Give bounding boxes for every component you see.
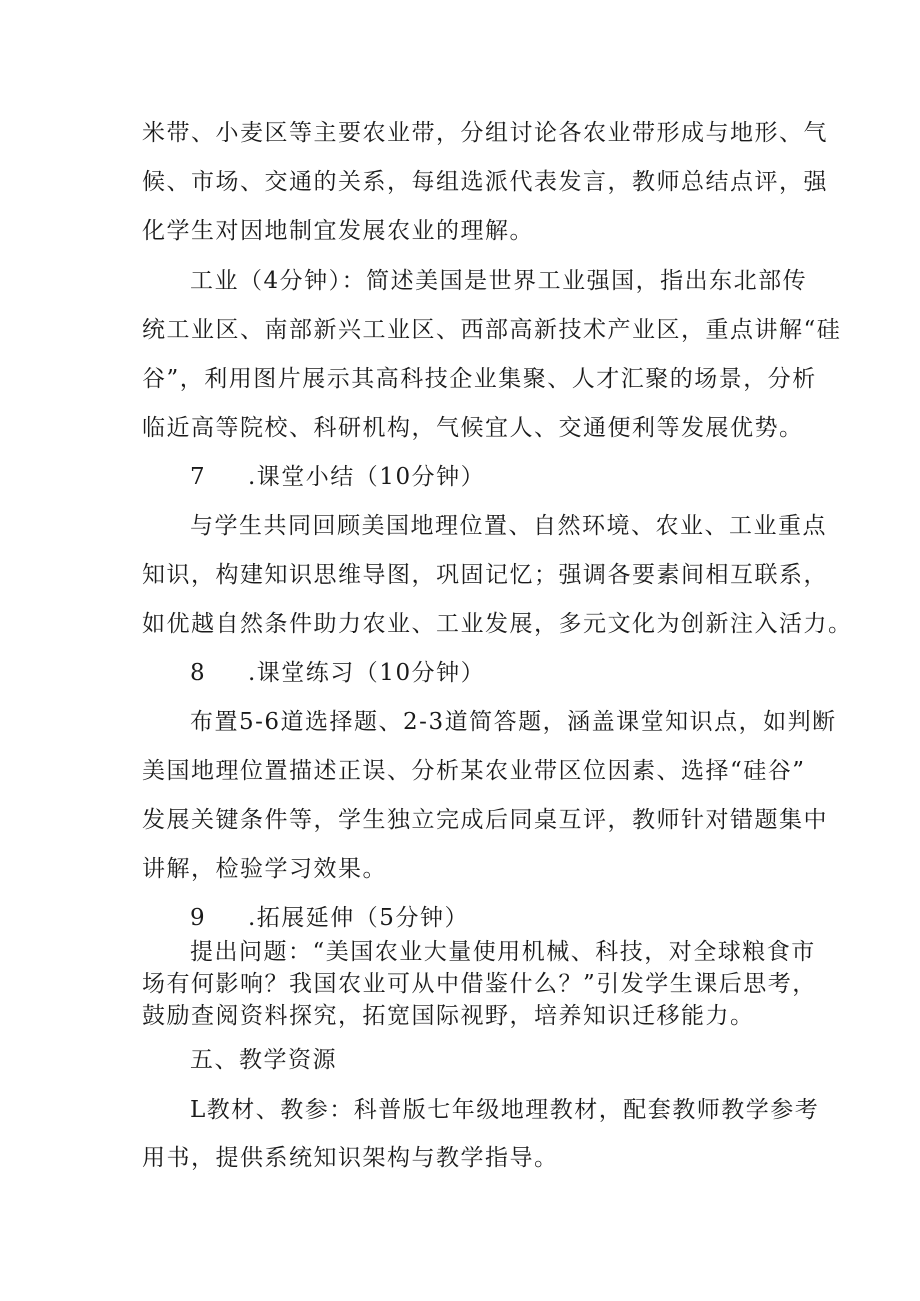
section-title: .拓展延伸（5分钟） <box>248 905 469 931</box>
section-title: .课堂小结（10分钟） <box>248 464 486 490</box>
paragraph-line: 鼓励查阅资料探究，拓宽国际视野，培养知识迁移能力。 <box>142 1003 755 1029</box>
paragraph-line: 布置5-6道选择题、2-3道简答题，涵盖课堂知识点，如判断 <box>190 709 837 735</box>
section-title: .课堂练习（10分钟） <box>248 660 486 686</box>
paragraph-line: 化学生对因地制宜发展农业的理解。 <box>142 218 534 244</box>
paragraph-line: 米带、小麦区等主要农业带，分组讨论各农业带形成与地形、气 <box>142 120 828 146</box>
paragraph-line: 讲解，检验学习效果。 <box>142 856 387 882</box>
paragraph-line: 提出问题：“美国农业大量使用机械、科技，对全球粮食市 <box>190 939 816 965</box>
paragraph-line: 工业（4分钟）：简述美国是世界工业强国，指出东北部传 <box>190 268 808 294</box>
paragraph-line: 临近高等院校、科研机构，气候宜人、交通便利等发展优势。 <box>142 415 804 441</box>
section-heading-resources: 五、教学资源 <box>190 1047 337 1073</box>
section-heading-9 <box>190 903 469 933</box>
section-number: 9 <box>190 905 207 931</box>
paragraph-line: 用书，提供系统知识架构与教学指导。 <box>142 1145 559 1171</box>
paragraph-line: 统工业区、南部新兴工业区、西部高新技术产业区，重点讲解“硅 <box>142 317 842 343</box>
paragraph-line: 与学生共同回顾美国地理位置、自然环境、农业、工业重点 <box>190 513 827 539</box>
paragraph-line: 发展关键条件等，学生独立完成后同桌互评，教师针对错题集中 <box>142 807 828 833</box>
section-number: 8 <box>190 660 207 686</box>
paragraph-line: 如优越自然条件助力农业、工业发展，多元文化为创新注入活力。 <box>142 611 853 637</box>
paragraph-line: 美国地理位置描述正误、分析某农业带区位因素、选择“硅谷” <box>142 758 806 784</box>
paragraph-line: 场有何影响？我国农业可从中借鉴什么？”引发学生课后思考， <box>142 971 817 997</box>
paragraph-line: 知识，构建知识思维导图，巩固记忆；强调各要素间相互联系， <box>142 562 828 588</box>
paragraph-line: L教材、教参：科普版七年级地理教材，配套教师教学参考 <box>190 1097 820 1123</box>
section-heading-8 <box>190 658 485 688</box>
section-heading-7 <box>190 462 485 492</box>
paragraph-line: 候、市场、交通的关系，每组选派代表发言，教师总结点评，强 <box>142 169 828 195</box>
paragraph-line: 谷”，利用图片展示其高科技企业集聚、人才汇聚的场景，分析 <box>142 366 817 392</box>
section-number: 7 <box>190 464 207 490</box>
